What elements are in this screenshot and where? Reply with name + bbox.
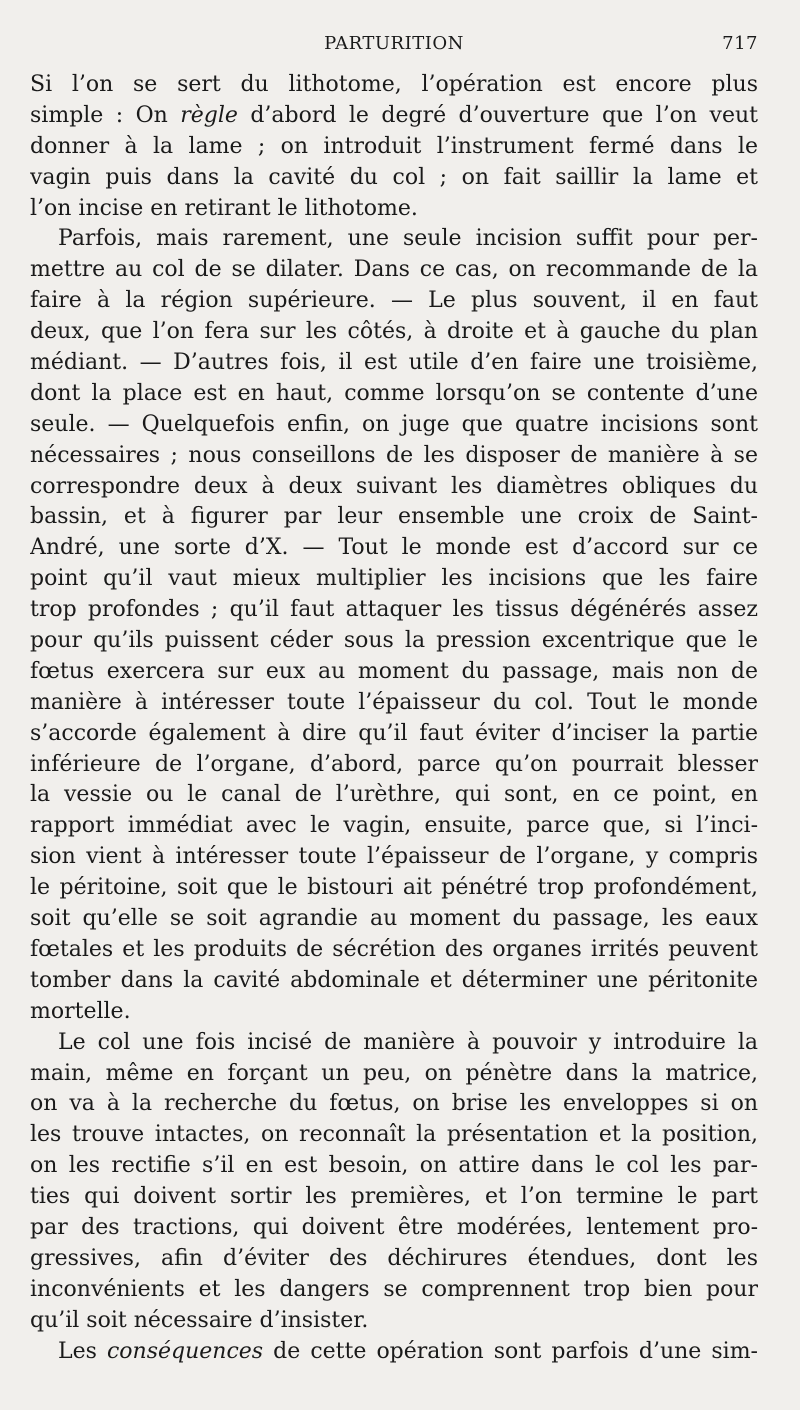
text-run: d’abord le degré d’ouverture que l’on veut bbox=[237, 102, 758, 128]
text-line bbox=[30, 1306, 758, 1337]
text-run: on va à la recherche du fœtus, on brise les enveloppes si on bbox=[30, 1091, 758, 1117]
text-run: nécessaires ; nous conseillons de les disposer de manière à se bbox=[30, 442, 758, 468]
italic-text: conséquences bbox=[106, 1338, 264, 1364]
text-run: par des tractions, qui doivent être modérées, lentement pro- bbox=[30, 1214, 758, 1240]
text-line bbox=[30, 348, 758, 379]
text-run: gressives, afin d’éviter des déchirures étendues, dont les bbox=[30, 1245, 758, 1271]
text-line bbox=[30, 441, 758, 472]
text-run: rapport immédiat avec le vagin, ensuite, parce que, si l’inci- bbox=[30, 813, 758, 839]
text-line bbox=[30, 1213, 758, 1244]
text-line bbox=[30, 780, 758, 811]
text-line bbox=[30, 564, 758, 595]
text-line bbox=[30, 750, 758, 781]
text-line bbox=[30, 379, 758, 410]
text-line bbox=[30, 595, 758, 626]
text-line bbox=[30, 101, 758, 132]
paragraph bbox=[30, 70, 758, 224]
text-run: tomber dans la cavité abdominale et déterminer une péritonite bbox=[30, 967, 758, 993]
text-line bbox=[30, 842, 758, 873]
text-run: qu’il soit nécessaire d’insister. bbox=[30, 1307, 369, 1333]
text-run: mortelle. bbox=[30, 998, 131, 1024]
text-line bbox=[30, 904, 758, 935]
text-run: les trouve intactes, on reconnaît la présentation et la position, bbox=[30, 1122, 758, 1148]
text-line bbox=[30, 255, 758, 286]
text-run: dont la place est en haut, comme lorsqu’on se contente d’une bbox=[30, 380, 758, 406]
text-run: soit qu’elle se soit agrandie au moment du passage, les eaux bbox=[30, 906, 758, 932]
italic-text: règle bbox=[180, 102, 238, 128]
text-line bbox=[30, 1244, 758, 1275]
text-run: bassin, et à figurer par leur ensemble une croix de Saint- bbox=[30, 504, 758, 530]
paragraph bbox=[30, 224, 758, 1027]
text-run: pour qu’ils puissent céder sous la pression excentrique que le bbox=[30, 628, 758, 654]
text-run: Si l’on se sert du lithotome, l’opération est encore plus bbox=[30, 72, 758, 97]
text-line bbox=[30, 1028, 758, 1059]
text-run: on les rectifie s’il en est besoin, on attire dans le col les par- bbox=[30, 1153, 758, 1179]
text-line bbox=[30, 1182, 758, 1213]
text-line bbox=[30, 873, 758, 904]
text-run: vagin puis dans la cavité du col ; on fait saillir la lame et bbox=[30, 164, 758, 190]
text-run: la vessie ou le canal de l’urèthre, qui sont, en ce point, en bbox=[30, 782, 758, 808]
text-line bbox=[30, 1089, 758, 1120]
text-run: médiant. — D’autres fois, il est utile d’en faire une troisième, bbox=[30, 350, 758, 376]
text-run: faire à la région supérieure. — Le plus souvent, il en faut bbox=[30, 288, 758, 314]
text-line bbox=[30, 657, 758, 688]
text-run: trop profondes ; qu’il faut attaquer les tissus dégénérés assez bbox=[30, 597, 758, 623]
text-line bbox=[30, 70, 758, 101]
text-run: Parfois, mais rarement, une seule incision suffit pour per- bbox=[58, 226, 758, 252]
text-line bbox=[30, 286, 758, 317]
text-run: André, une sorte d’X. — Tout le monde est d’accord sur ce bbox=[30, 535, 758, 561]
paragraph bbox=[30, 1028, 758, 1337]
text-run: seule. — Quelquefois enfin, on juge que quatre incisions sont bbox=[30, 411, 758, 437]
page-number: 717 bbox=[722, 33, 758, 54]
text-line bbox=[30, 1337, 758, 1368]
text-line bbox=[30, 533, 758, 564]
text-run: fœtales et les produits de sécrétion des organes irrités peuvent bbox=[30, 936, 758, 962]
text-line bbox=[30, 1120, 758, 1151]
text-line bbox=[30, 163, 758, 194]
text-run: fœtus exercera sur eux au moment du passage, mais non de bbox=[30, 658, 758, 684]
text-line bbox=[30, 935, 758, 966]
text-run: manière à intéresser toute l’épaisseur du col. Tout le monde bbox=[30, 689, 758, 715]
text-run: correspondre deux à deux suivant les diamètres obliques du bbox=[30, 473, 758, 499]
text-line bbox=[30, 997, 758, 1028]
text-line bbox=[30, 688, 758, 719]
text-line bbox=[30, 811, 758, 842]
text-run: main, même en forçant un peu, on pénètre dans la matrice, bbox=[30, 1060, 758, 1086]
text-line bbox=[30, 194, 758, 225]
text-line bbox=[30, 626, 758, 657]
text-run: le péritoine, soit que le bistouri ait pénétré trop profondément, bbox=[30, 875, 758, 901]
running-title: PARTURITION bbox=[324, 33, 464, 54]
text-line bbox=[30, 224, 758, 255]
text-run: l’on incise en retirant le lithotome. bbox=[30, 195, 418, 221]
text-line bbox=[30, 317, 758, 348]
body-text bbox=[30, 70, 758, 1367]
text-line bbox=[30, 502, 758, 533]
text-run: inférieure de l’organe, d’abord, parce qu’on pourrait blesser bbox=[30, 751, 758, 777]
text-run: donner à la lame ; on introduit l’instrument fermé dans le bbox=[30, 133, 758, 159]
text-run: sion vient à intéresser toute l’épaisseur de l’organe, y compris bbox=[30, 844, 758, 870]
text-line bbox=[30, 472, 758, 503]
text-line bbox=[30, 1275, 758, 1306]
text-run: Le col une fois incisé de manière à pouvoir y introduire la bbox=[58, 1029, 758, 1055]
paragraph bbox=[30, 1337, 758, 1368]
text-run: mettre au col de se dilater. Dans ce cas, on recommande de la bbox=[30, 257, 758, 283]
text-run: point qu’il vaut mieux multiplier les incisions que les faire bbox=[30, 566, 758, 592]
text-run: ties qui doivent sortir les premières, et l’on termine le part bbox=[30, 1184, 758, 1210]
text-line bbox=[30, 966, 758, 997]
text-run: inconvénients et les dangers se comprennent trop bien pour bbox=[30, 1276, 758, 1302]
text-run: s’accorde également à dire qu’il faut éviter d’inciser la partie bbox=[30, 720, 758, 746]
text-line bbox=[30, 132, 758, 163]
text-run: simple : On bbox=[30, 102, 181, 128]
text-line bbox=[30, 410, 758, 441]
text-line bbox=[30, 719, 758, 750]
text-line bbox=[30, 1059, 758, 1090]
text-run: deux, que l’on fera sur les côtés, à droite et à gauche du plan bbox=[30, 319, 758, 345]
text-run: Les bbox=[58, 1338, 107, 1364]
running-head bbox=[30, 33, 758, 59]
text-run: de cette opération sont parfois d’une sim- bbox=[263, 1338, 758, 1364]
text-line bbox=[30, 1151, 758, 1182]
